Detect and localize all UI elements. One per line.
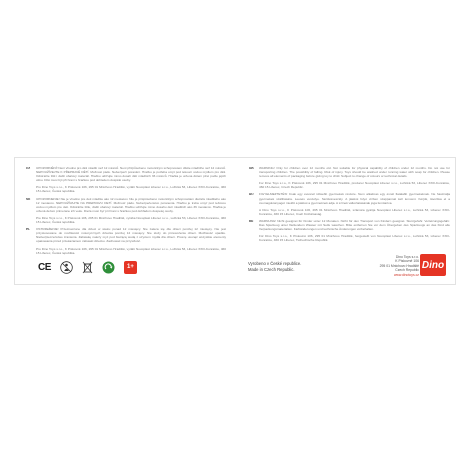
weee-bin-icon <box>82 261 93 274</box>
age-warning-icon <box>60 261 73 274</box>
compliance-icons <box>38 260 137 274</box>
warning-text: Pro Dino Toys s.r.o., K Pískovně 106, 295 01 Mnichovo Hradiště, vyrábí Novoplast Liberec s.r.o., Lužická 53, Liberec XXIII-Kunratice, 460 15 Liberec, Česká republika. <box>36 246 226 255</box>
address-line: Czech Republic <box>395 268 419 273</box>
language-code: SK <box>26 196 31 201</box>
warning-text: Für Dino Toys s.r.o., K Pískovně 106, 295 01 Mnichovo Hradiště, hergestellt von Novoplast Liberec s.r.o., Lužická 53, Liberec XXIII-Kunratice, 460 15 Liberec, Tschechische Republik. <box>259 234 450 243</box>
ce-mark-icon: CE <box>38 261 51 273</box>
warning-block <box>26 185 226 193</box>
language-code: PL <box>26 227 30 232</box>
warning-block <box>26 197 226 213</box>
made-in-text <box>248 261 301 273</box>
language-code: HU <box>249 192 254 197</box>
warning-block <box>26 227 226 243</box>
language-code <box>26 185 36 193</box>
warning-text: A Dino Toys s.r.o., K Pískovně 106, 295 01 Mnichovo Hradiště, számára gyártja Novoplast Liberec s.r.o., Lužická 53, Liberec XXIII-Kunratice, 460 15 Liberec, Cseh Köztársaság. <box>259 207 450 216</box>
language-code <box>249 208 259 216</box>
made-in-cz: Vyrobeno v České republice. <box>248 261 302 266</box>
warning-block <box>26 216 226 224</box>
warning-text: UPOZORNENIE! Nie je vhodné pre deti mladšie ako 12 mesiacov. Nie je prispôsobené motorickým schopnostiam dieťaťa mladšieho ako 12 mesiacov. NEPOUŽÍVAJTE NA PREPRAVU DETÍ. Možnosť pádu. Nebezpečenstvo poranenia. Hračku je treba umyť pod tečúcou vodou mydlom pre deti. Odstráňte fóliu, ďalší obalový materiál. Hračku udržujte mimo dosahu detí mladších ako 36 mesiacov. Hračka je určená deťom primerane ich veku. Dieťa musí byť pri hraní s hračkou pod dohľadom dospelej osoby. <box>36 196 226 213</box>
warning-text: Pre Dino Toys s.r.o., K Pískovně 106, 295 01 Mnichovo Hradiště, vyrába Novoplast Liberec s.r.o., Lužická 53, Liberec XXIII-Kunratice, 460 15 Liberec, Česká republika. <box>36 215 226 225</box>
warning-block <box>249 181 450 189</box>
left-warning-column <box>26 166 226 258</box>
right-warning-column <box>249 166 450 245</box>
language-code <box>26 216 36 224</box>
warning-text: UPOZORNĚNÍ! Není vhodné pro děti mladší než 12 měsíců. Není přizpůsobeno motorickým schopnostem dítěte mladšího než 12 měsíců. NEPOUŽÍVEJTE K PŘEPRAVĚ DĚTÍ. Možnost pádu. Nebezpečí poranění. Hračku je potřeba omýt pod tekoucí vodou mýdlem pro děti. Odstraňte fólii i další obalový materiál. Hračku udržujte mimo dosah dětí mladších 36 měsíců. Hračka je určena dětem plně podle jejich věku. Dítě musí být při hraní s hračkou pod dohledem dospělé osoby. <box>36 166 226 183</box>
address-line: 295 01 Mnichovo Hradiště <box>379 263 419 268</box>
warning-block <box>249 192 450 204</box>
warning-text: WARNING! Only for children over 12 months old. Not suitable for physical capability of children under 12 months. Do not use for transporting children. The possibility of falling. Risk of injury. Toys should be washed under running water with soap for children. Please remove all elements of packaging before giving toy to child. Subject to change of colours or technical details. <box>259 166 450 179</box>
warning-text: For Dino Toys s.r.o., K Pískovně 106, 295 01 Mnichovo Hradiště, producer Novoplast Liberec s.r.o., Lužická 53, Liberec XXIII-Kunratice, 460 15 Liberec, Czech Republic. <box>259 181 450 190</box>
warning-block <box>249 219 450 231</box>
warning-text: WARNUNG! Nicht geeignet für Kinder unter 12 Monaten. Nicht für den Transport von Kindern geeignet. Sturzgefahr. Verletzungsgefahr. Das Spielzeug unter fließendem Wasser mit Seife waschen. Bitte entfernen Sie vor dem Übergeben des Spielzeugs an das Kind alle Verpackungsmaterialien. Farbänderungen und technische Änderungen vorbehalten. <box>259 218 450 232</box>
warning-text: FIGYELMEZTETÉS! Csak egy évesnél idősebb gyermekek részére. Nem alkalmas egy évnél fiatalabb gyermekeknek. Ne használja gyermekek szállítására. Leesés veszélye. Sérülésveszély. A játékot folyó vízben szappannal kell lemosni. Kérjük, távolítsa el a csomagolóanyagot mielőtt a játékot a gyermeknek adja. A színek változtatásának joga fenntartva. <box>259 192 450 205</box>
language-code <box>249 181 259 189</box>
language-code: DE <box>249 218 254 223</box>
age-badge-icon: 1+ <box>124 261 137 274</box>
warning-block <box>26 247 226 255</box>
warning-text: OSTRZEŻENIE! Przeznaczone dla dzieci w wieku ponad 12 miesięcy. Nie zaleca się dla dzieci poniżej 12 miesięcy. Nie jest przystosowane do możliwości motorycznych dziecka poniżej 12 miesięcy. Nie służy do przewożenia dzieci. Możliwość upadku. Niebezpieczeństwo zranienia. Zabawkę należy myć pod bieżącą wodą z użyciem mydła dla dzieci. Proszę usunąć wszystkie elementy opakowania przed przekazaniem zabawki dziecku. Zachować na przyszłość. <box>36 227 226 244</box>
language-code <box>249 234 259 242</box>
warning-block <box>249 234 450 242</box>
dino-logo: Dino <box>420 254 446 276</box>
website-link[interactable]: www.dinotoys.cz <box>393 272 419 277</box>
language-code <box>26 247 36 255</box>
warning-block <box>249 166 450 178</box>
warning-text: Pro Dino Toys s.r.o., K Pískovně 106, 295 01 Mnichovo Hradiště, vyrábí Novoplast Liberec s.r.o., Lužická 53, Liberec XXIII-Kunratice, 460 15 Liberec, Česká republika. <box>36 185 226 194</box>
address-line: Dino Toys s.r.o. <box>395 255 419 259</box>
warning-block <box>26 166 226 182</box>
language-code: GB <box>249 166 254 170</box>
language-code: CZ <box>26 166 31 170</box>
recycling-icon <box>102 261 115 274</box>
address-line: K Pískovně 106 <box>395 259 419 264</box>
made-in-en: Made in Czech Republic. <box>248 267 295 272</box>
instruction-label <box>14 157 456 285</box>
warning-block <box>249 208 450 216</box>
company-address <box>380 255 419 277</box>
